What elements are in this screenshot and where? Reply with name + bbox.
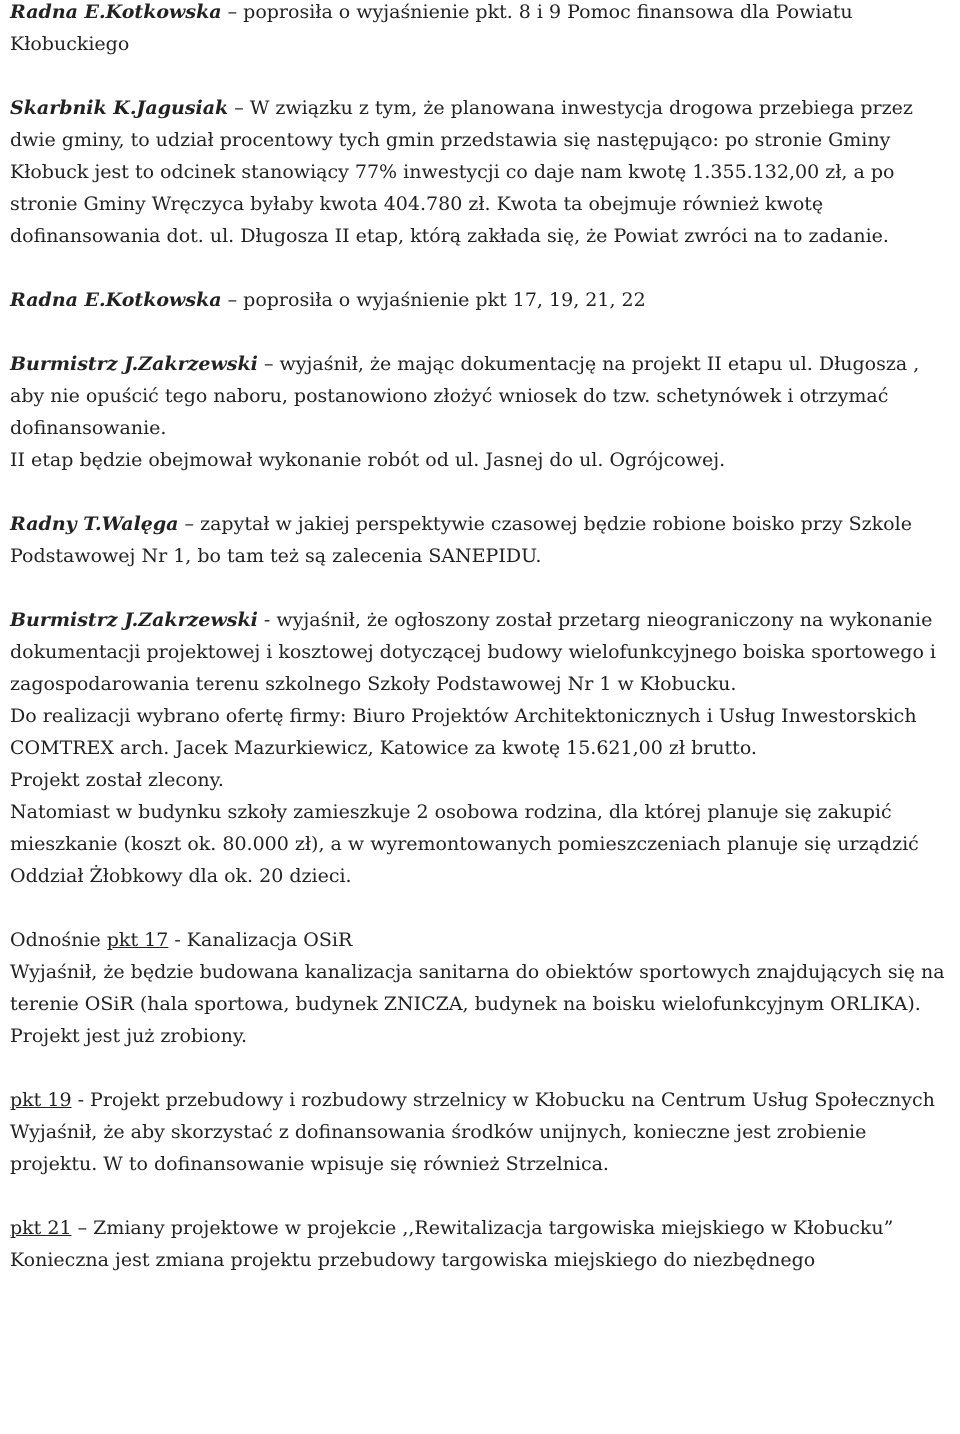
speaker-name: Radny T.Walęga xyxy=(10,513,179,535)
section-title: - Projekt przebudowy i rozbudowy strzelnicy w Kłobucku na Centrum Usług Społecznych xyxy=(71,1089,935,1111)
speaker-name: Burmistrz J.Zakrzewski xyxy=(10,353,258,375)
speaker-name: Skarbnik K.Jagusiak xyxy=(10,97,229,119)
section-ref: pkt 17 xyxy=(106,929,169,951)
section-pkt-19 xyxy=(10,1084,950,1180)
paragraph-text-3: Projekt został zlecony. xyxy=(10,769,224,791)
paragraph-text: poprosiła o wyjaśnienie pkt. 8 i 9 Pomoc finansowa dla Powiatu Kłobuckiego xyxy=(10,1,853,55)
section-text: Wyjaśnił, że aby skorzystać z dofinansowania środków unijnych, konieczne jest zrobienie projektu. W to dofinansowanie wpisuje się również Strzelnica. xyxy=(10,1121,867,1175)
section-text: Konieczna jest zmiana projektu przebudowy targowiska miejskiego do niezbędnego xyxy=(10,1249,816,1271)
paragraph-zakrzewski-2 xyxy=(10,604,950,892)
section-ref: pkt 21 xyxy=(10,1217,72,1239)
section-text: Wyjaśnił, że będzie budowana kanalizacja sanitarna do obiektów sportowych znajdujących się na terenie OSiR (hala sportowa, budynek ZNICZA, budynek na boisku wielofunkcyjnym ORLIKA). Projekt jest już zrobiony. xyxy=(10,961,945,1047)
paragraph-text-2: Do realizacji wybrano ofertę firmy: Biuro Projektów Architektonicznych i Usług Inwestorskich COMTREX arch. Jacek Mazurkiewicz, Katowice za kwotę 15.621,00 zł brutto. xyxy=(10,705,917,759)
paragraph-zakrzewski-1: Burmistrz J.Zakrzewski – wyjaśnił, że mając dokumentację na projekt II etapu ul. Długosza , aby nie opuścić tego naboru, postanowiono złożyć wniosek do tzw. schetynówek i otrzymać dofinansowanie. II etap będzie obejmował wykonanie robót od ul. Jasnej do ul. Ogrójcowej. xyxy=(10,348,950,476)
paragraph-text-2: II etap będzie obejmował wykonanie robót od ul. Jasnej do ul. Ogrójcowej. xyxy=(10,449,726,471)
section-pkt-21: pkt 21 – Zmiany projektowe w projekcie ,,Rewitalizacja targowiska miejskiego w Kłobucku” Konieczna jest zmiana projektu przebudowy targowiska miejskiego do niezbędnego xyxy=(10,1212,950,1276)
paragraph-text: W związku z tym, że planowana inwestycja drogowa przebiega przez dwie gminy, to udział procentowy tych gmin przedstawia się następująco: po stronie Gminy Kłobuck jest to odcinek stanowiący 77% inwestycji co daje nam kwotę 1.355.132,00 zł, a po stronie Gminy Wręczyca byłaby kwota 404.780 zł. Kwota ta obejmuje również kwotę dofinansowania dot. ul. Długosza II etap, którą zakłada się, że Powiat zwróci na to zadanie. xyxy=(10,97,913,247)
paragraph-text: zapytał w jakiej perspektywie czasowej będzie robione boisko przy Szkole Podstawowej Nr 1, bo tam też są zalecenia SANEPIDU. xyxy=(10,513,912,567)
speaker-name: Burmistrz J.Zakrzewski xyxy=(10,609,258,631)
paragraph-kotkowska-1: Radna E.Kotkowska – poprosiła o wyjaśnienie pkt. 8 i 9 Pomoc finansowa dla Powiatu Kłobuckiego xyxy=(10,1,853,55)
paragraph-jagusiak: Skarbnik K.Jagusiak – W związku z tym, że planowana inwestycja drogowa przebiega przez dwie gminy, to udział procentowy tych gmin przedstawia się następująco: po stronie Gminy Kłobuck jest to odcinek stanowiący 77% inwestycji co daje nam kwotę 1.355.132,00 zł, a po stronie Gminy Wręczyca byłaby kwota 404.780 zł. Kwota ta obejmuje również kwotę dofinansowania dot. ul. Długosza II etap, którą zakłada się, że Powiat zwróci na to zadanie. xyxy=(10,97,913,247)
paragraph-text-4: Natomiast w budynku szkoły zamieszkuje 2 osobowa rodzina, dla której planuje się zakupić mieszkanie (koszt ok. 80.000 zł), a w wyremontowanych pomieszczeniach planuje się urządzić Oddział Żłobkowy dla ok. 20 dzieci. xyxy=(10,801,919,887)
paragraph-text: poprosiła o wyjaśnienie pkt 17, 19, 21, 22 xyxy=(237,289,646,311)
section-title: - Kanalizacja OSiR xyxy=(168,929,353,951)
section-ref: pkt 19 xyxy=(10,1089,72,1111)
paragraph-walega: Radny T.Walęga – zapytał w jakiej perspektywie czasowej będzie robione boisko przy Szkole Podstawowej Nr 1, bo tam też są zalecenia SANEPIDU. xyxy=(10,513,912,567)
paragraph-text: wyjaśnił, że mając dokumentację na projekt II etapu ul. Długosza , aby nie opuścić tego naboru, postanowiono złożyć wniosek do tzw. schetynówek i otrzymać dofinansowanie. xyxy=(10,353,920,439)
section-title: Zmiany projektowe w projekcie ,,Rewitalizacja targowiska miejskiego w Kłobucku” xyxy=(87,1217,894,1239)
speaker-name: Radna E.Kotkowska xyxy=(10,1,222,23)
section-prefix: Odnośnie xyxy=(10,929,107,951)
paragraph-text: - wyjaśnił, że ogłoszony został przetarg nieograniczony na wykonanie dokumentacji projektowej i kosztowej dotyczącej budowy wielofunkcyjnego boiska sportowego i zagospodarowania terenu szkolnego Szkoły Podstawowej Nr 1 w Kłobucku. xyxy=(10,609,936,695)
section-pkt-17 xyxy=(10,924,950,1052)
paragraph-kotkowska-2: Radna E.Kotkowska – poprosiła o wyjaśnienie pkt 17, 19, 21, 22 xyxy=(10,289,646,311)
speaker-name: Radna E.Kotkowska xyxy=(10,289,222,311)
